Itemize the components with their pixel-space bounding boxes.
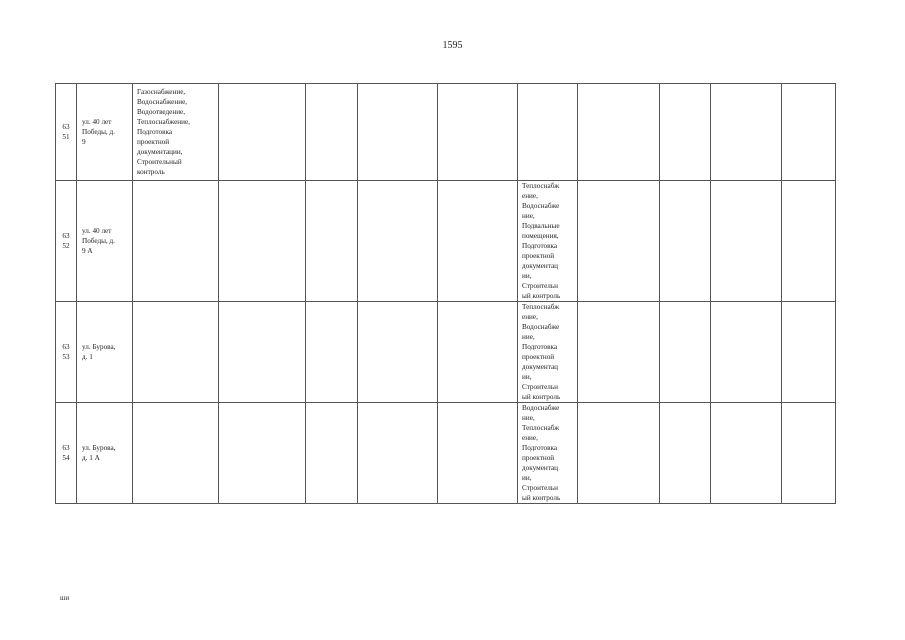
empty-cell	[782, 403, 836, 504]
empty-cell	[782, 302, 836, 403]
row-address: ул. Бурова, д. 1 А	[77, 403, 133, 504]
empty-cell	[578, 84, 660, 181]
table-row	[56, 403, 836, 504]
row-works-type	[133, 181, 219, 302]
empty-cell	[438, 84, 518, 181]
empty-cell	[219, 84, 306, 181]
empty-cell	[711, 84, 782, 181]
empty-cell	[219, 302, 306, 403]
table-row	[56, 302, 836, 403]
empty-cell	[660, 302, 711, 403]
row-works-type-alt: Теплоснабж ение, Водоснабже ние, Подвальные помещения, Подготовка проектной документац ии, Строительн ый контроль	[518, 181, 578, 302]
empty-cell	[358, 84, 438, 181]
empty-cell	[578, 302, 660, 403]
empty-cell	[306, 84, 358, 181]
table-row	[56, 181, 836, 302]
row-works-type-alt: Водоснабже ние, Теплоснабж ение, Подготовка проектной документац ии, Строительн ый контроль	[518, 403, 578, 504]
empty-cell	[711, 302, 782, 403]
row-works-type	[133, 403, 219, 504]
empty-cell	[782, 181, 836, 302]
empty-cell	[578, 403, 660, 504]
empty-cell	[578, 181, 660, 302]
row-number: 63 52	[56, 181, 77, 302]
empty-cell	[660, 181, 711, 302]
empty-cell	[711, 403, 782, 504]
row-address: ул. 40 лет Победы, д. 9	[77, 84, 133, 181]
empty-cell	[219, 403, 306, 504]
row-number: 63 51	[56, 84, 77, 181]
empty-cell	[306, 181, 358, 302]
row-works-type: Газоснабжение, Водоснабжение, Водоотведение, Теплоснабжение, Подготовка проектной документации, Строительный контроль	[133, 84, 219, 181]
empty-cell	[711, 181, 782, 302]
row-works-type-alt	[518, 84, 578, 181]
footer-mark: ши	[60, 594, 70, 602]
page-number: 1595	[442, 40, 463, 51]
row-works-type	[133, 302, 219, 403]
empty-cell	[438, 403, 518, 504]
empty-cell	[306, 302, 358, 403]
row-address: ул. 40 лет Победы, д. 9 А	[77, 181, 133, 302]
empty-cell	[358, 403, 438, 504]
empty-cell	[782, 84, 836, 181]
empty-cell	[660, 84, 711, 181]
empty-cell	[660, 403, 711, 504]
table-row	[56, 84, 836, 181]
row-number: 63 53	[56, 302, 77, 403]
empty-cell	[438, 181, 518, 302]
row-works-type-alt: Теплоснабж ение, Водоснабже ние, Подготовка проектной документац ии, Строительн ый контроль	[518, 302, 578, 403]
works-table	[55, 83, 836, 504]
empty-cell	[358, 302, 438, 403]
empty-cell	[306, 403, 358, 504]
row-number: 63 54	[56, 403, 77, 504]
empty-cell	[219, 181, 306, 302]
empty-cell	[438, 302, 518, 403]
row-address: ул. Бурова, д. 1	[77, 302, 133, 403]
empty-cell	[358, 181, 438, 302]
